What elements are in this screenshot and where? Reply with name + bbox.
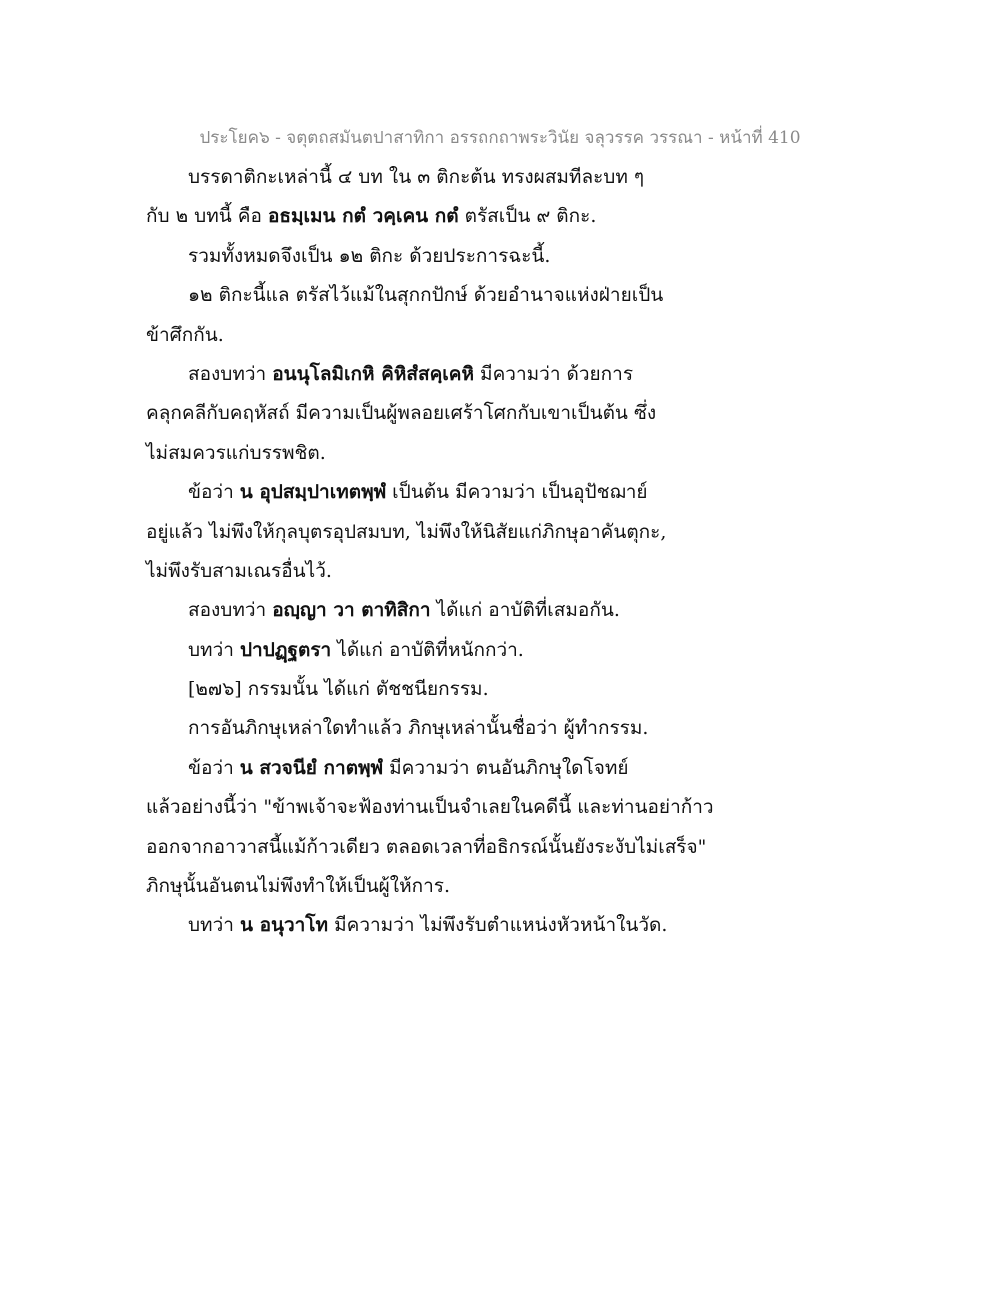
text-line [146, 709, 706, 748]
page-header: ประโยค๖ - จตุตถสมันตปาสาทิกา อรรถกถาพระวินัย จลุวรรค วรรณา - หน้าที่ 410 [199, 128, 801, 148]
text-line [146, 434, 706, 473]
text-segment: ได้แก่ อาบัติที่เสมอกัน. [430, 599, 620, 622]
text-line [146, 906, 706, 945]
text-line [146, 631, 706, 670]
text-segment: การอันภิกษุเหล่าใดทำแล้ว ภิกษุเหล่านั้นชื่อว่า ผู้ทำกรรม. [188, 717, 649, 740]
text-segment: มีความว่า ด้วยการ [474, 362, 634, 385]
pali-term: น สวจนียํ กาตพฺพํ [239, 756, 384, 779]
text-segment: ออกจากอาวาสนี้แม้ก้าวเดียว ตลอดเวลาที่อธิกรณ์นั้นยังระงับไม่เสร็จ" [146, 835, 707, 858]
text-line [146, 473, 706, 512]
text-line [146, 552, 706, 591]
text-line [146, 788, 714, 827]
text-segment: คลุกคลีกับคฤหัสถ์ มีความเป็นผู้พลอยเศร้าโศกกับเขาเป็นต้น ซึ่ง [146, 402, 657, 425]
text-line [146, 749, 706, 788]
pali-term: อนนุโลมิเกหิ คิหิสํสคฺเคหิ [272, 362, 475, 385]
text-segment: ได้แก่ อาบัติที่หนักกว่า. [331, 638, 524, 661]
text-line [146, 828, 706, 867]
text-segment: ข้อว่า [188, 481, 240, 504]
text-line [146, 276, 706, 315]
pali-term: น อนุวาโท [239, 914, 329, 937]
text-line [146, 197, 706, 236]
text-segment: สองบทว่า [188, 362, 273, 385]
text-segment: อยู่แล้ว ไม่พึงให้กุลบุตรอุปสมบท, ไม่พึงให้นิสัยแก่ภิกษุอาคันตุกะ, [146, 520, 667, 543]
text-segment: ๑๒ ติกะนี้แล ตรัสไว้แม้ในสุกกปักษ์ ด้วยอำนาจแห่งฝ่ายเป็น [188, 284, 664, 307]
text-segment: ไม่สมควรแก่บรรพชิต. [146, 441, 326, 464]
text-segment: สองบทว่า [188, 599, 273, 622]
text-segment: รวมทั้งหมดจึงเป็น ๑๒ ติกะ ด้วยประการฉะนี้. [188, 244, 551, 267]
text-line [146, 237, 706, 276]
text-segment: บทว่า [188, 914, 240, 937]
text-segment: บทว่า [188, 638, 240, 661]
text-segment: มีความว่า ตนอันภิกษุใดโจทย์ [383, 756, 629, 779]
text-line [146, 867, 706, 906]
document-body [146, 158, 714, 946]
pali-term: น อุปสมฺปาเทตพฺพํ [239, 481, 387, 504]
pali-term: อญฺญา วา ตาทิสิกา [272, 599, 431, 622]
text-line [146, 394, 706, 433]
text-line [146, 316, 706, 355]
text-segment: แล้วอย่างนี้ว่า "ข้าพเจ้าจะฟ้องท่านเป็นจำเลยในคดีนี้ และท่านอย่าก้าว [146, 796, 714, 819]
text-segment: ไม่พึงรับสามเณรอื่นไว้. [146, 559, 332, 582]
text-segment: [๒๗๖] กรรมนั้น ได้แก่ ตัชชนียกรรม. [188, 678, 489, 701]
text-segment: ตรัสเป็น ๙ ติกะ. [458, 205, 597, 228]
pali-term: อธมฺเมน กตํ วคฺเคน กตํ [267, 205, 459, 228]
text-line [146, 513, 706, 552]
text-line [146, 158, 706, 197]
text-segment: ภิกษุนั้นอันตนไม่พึงทำให้เป็นผู้ให้การ. [146, 875, 451, 898]
text-segment: มีความว่า ไม่พึงรับตำแหน่งหัวหน้าในวัด. [328, 914, 668, 937]
pali-term: ปาปฏฺฐตรา [239, 638, 332, 661]
text-segment: ข้าศึกกัน. [146, 323, 224, 346]
text-line [146, 355, 706, 394]
text-segment: บรรดาติกะเหล่านี้ ๔ บท ใน ๓ ติกะต้น ทรงผสมทีละบท ๆ [188, 166, 645, 188]
text-segment: ข้อว่า [188, 756, 240, 779]
text-line [146, 670, 706, 709]
text-line [146, 591, 706, 630]
text-segment: กับ ๒ บทนี้ คือ [146, 205, 268, 228]
text-segment: เป็นต้น มีความว่า เป็นอุปัชฌาย์ [386, 481, 648, 504]
